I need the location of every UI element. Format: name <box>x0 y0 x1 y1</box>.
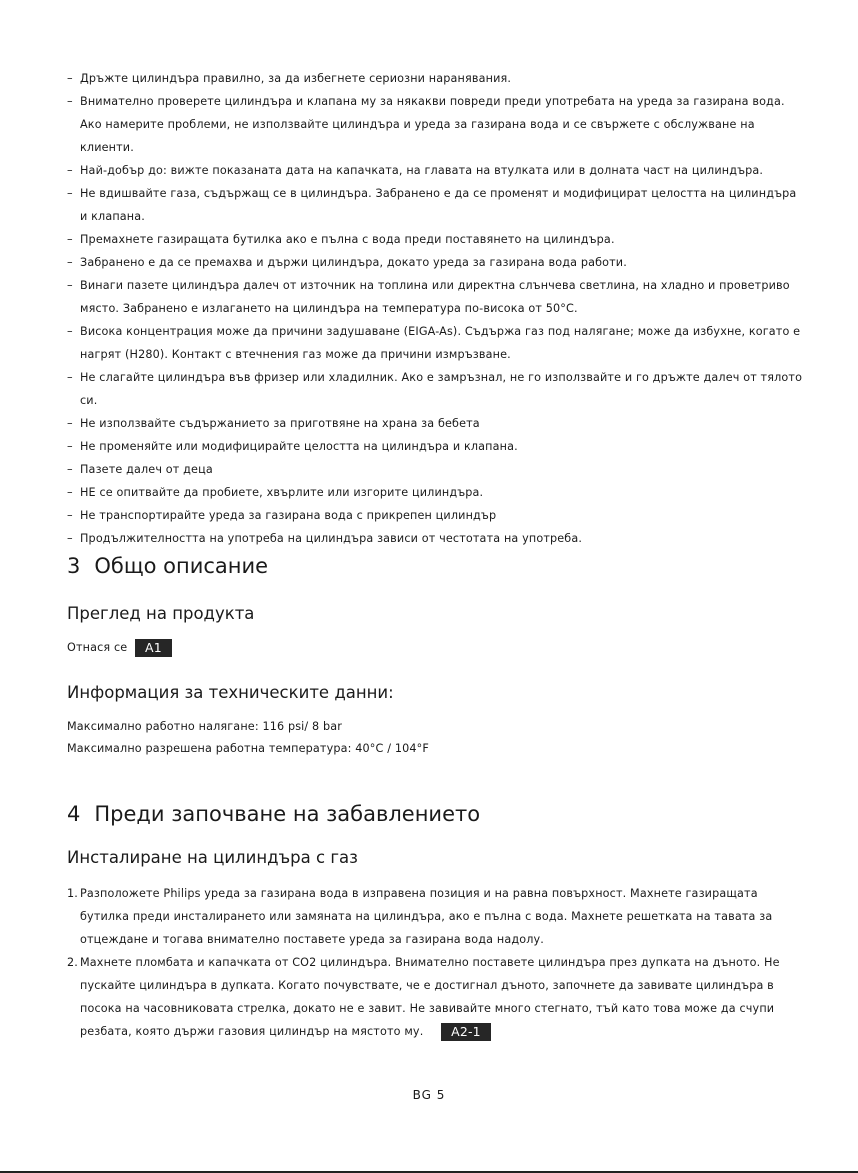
bullet-text: Продължителността на употреба на цилиндъра зависи от честотата на употреба. <box>80 532 583 545</box>
bullet-text: Забранено е да се премахва и държи цилиндъра, докато уреда за газирана вода работи. <box>80 256 627 269</box>
list-item <box>67 67 807 90</box>
step-number: 2. <box>67 956 78 969</box>
bullet-text: Най-добър до: вижте показаната дата на капачката, на главата на втулката или в долната част на цилиндъра. <box>80 164 764 177</box>
list-item <box>67 228 807 251</box>
step-text: Махнете пломбата и капачката от CO2 цилиндъра. Внимателно поставете цилиндъра през дупката на дъното. Не пускайте цилиндъра в дупката. Когато почувствате, че е достигнал дъното, започнете да завивате цилиндъра в посока на часовниковата стрелка, докато не е завит. Не завивайте много стегнато, тъй като това може да счупи резбата, която държи газовия цилиндър на мястото му. <box>80 956 780 1038</box>
bullet-text: Не слагайте цилиндъра във фризер или хладилник. Ако е замръзнал, не го използвайте и го дръжте далеч от тялото си. <box>80 371 803 407</box>
list-item <box>67 504 807 527</box>
product-overview-heading: Преглед на продукта <box>67 604 255 623</box>
bullet-text: Внимателно проверете цилиндъра и клапана му за някакви повреди преди употребата на уреда за газирана вода. Ако намерите проблеми, не използвайте цилиндъра и уреда за газирана вода и се свържете с обслужване на клиенти. <box>80 95 785 154</box>
bullet-text: Не променяйте или модифицирайте целостта на цилиндъра и клапана. <box>80 440 518 453</box>
step-number: 1. <box>67 887 78 900</box>
list-item <box>67 458 807 481</box>
figure-ref-badge: A1 <box>135 639 172 657</box>
bullet-text: НЕ се опитвайте да пробиете, хвърлите или изгорите цилиндъра. <box>80 486 484 499</box>
bullet-text: Не вдишвайте газа, съдържащ се в цилиндъра. Забранено е да се променят и модифицират целостта на цилиндъра и клапана. <box>80 187 797 223</box>
section-3-title: Общо описание <box>94 554 269 578</box>
list-item <box>67 882 807 951</box>
section-3-number: 3 <box>67 554 81 578</box>
install-cylinder-heading: Инсталиране на цилиндъра с газ <box>67 848 358 867</box>
list-item <box>67 527 807 550</box>
list-item <box>67 951 807 1043</box>
max-pressure-line: Максимално работно налягане: 116 psi/ 8 bar <box>67 720 343 733</box>
install-steps-list <box>67 882 807 1043</box>
section-3-heading <box>67 552 268 580</box>
technical-data-heading: Информация за техническите данни: <box>67 683 394 702</box>
list-item <box>67 274 807 320</box>
section-4-number: 4 <box>67 802 81 826</box>
list-item <box>67 366 807 412</box>
bullet-text: Висока концентрация може да причини задушаване (EIGA-As). Съдържа газ под налягане; може да избухне, когато е нагрят (H280). Контакт с втечнения газ може да причини измръзване. <box>80 325 801 361</box>
bullet-text: Премахнете газиращата бутилка ако е пълна с вода преди поставянето на цилиндъра. <box>80 233 615 246</box>
refers-line <box>67 637 172 659</box>
list-item <box>67 435 807 458</box>
bullet-text: Дръжте цилиндъра правилно, за да избегнете сериозни наранявания. <box>80 72 512 85</box>
safety-bullet-list <box>67 67 807 550</box>
bullet-text: Винаги пазете цилиндъра далеч от източник на топлина или директна слънчева светлина, на хладно и проветриво място. Забранено е излагането на цилиндъра на температура по-висока от 50°C. <box>80 279 790 315</box>
step-text: Разположете Philips уреда за газирана вода в изправена позиция и на равна повърхност. Махнете газиращата бутилка преди инсталирането или замяната на цилиндъра, ако е пълна с вода. Махнете решетката на тавата за отцеждане и тогава внимателно поставете уреда за газирана вода надолу. <box>80 887 773 946</box>
section-4-heading <box>67 800 480 828</box>
list-item <box>67 412 807 435</box>
bullet-text: Пазете далеч от деца <box>80 463 213 476</box>
section-4-title: Преди започване на забавлението <box>94 802 481 826</box>
max-temperature-line: Максимално разрешена работна температура: 40°C / 104°F <box>67 742 429 755</box>
bullet-text: Не използвайте съдържанието за приготвяне на храна за бебета <box>80 417 480 430</box>
bullet-text: Не транспортирайте уреда за газирана вода с прикрепен цилиндър <box>80 509 497 522</box>
list-item <box>67 481 807 504</box>
list-item <box>67 320 807 366</box>
list-item <box>67 182 807 228</box>
list-item <box>67 159 807 182</box>
list-item <box>67 251 807 274</box>
figure-ref-badge: A2-1 <box>441 1023 491 1041</box>
list-item <box>67 90 807 159</box>
page-number: BG 5 <box>412 1088 446 1102</box>
refers-text: Отнася се <box>67 641 128 654</box>
